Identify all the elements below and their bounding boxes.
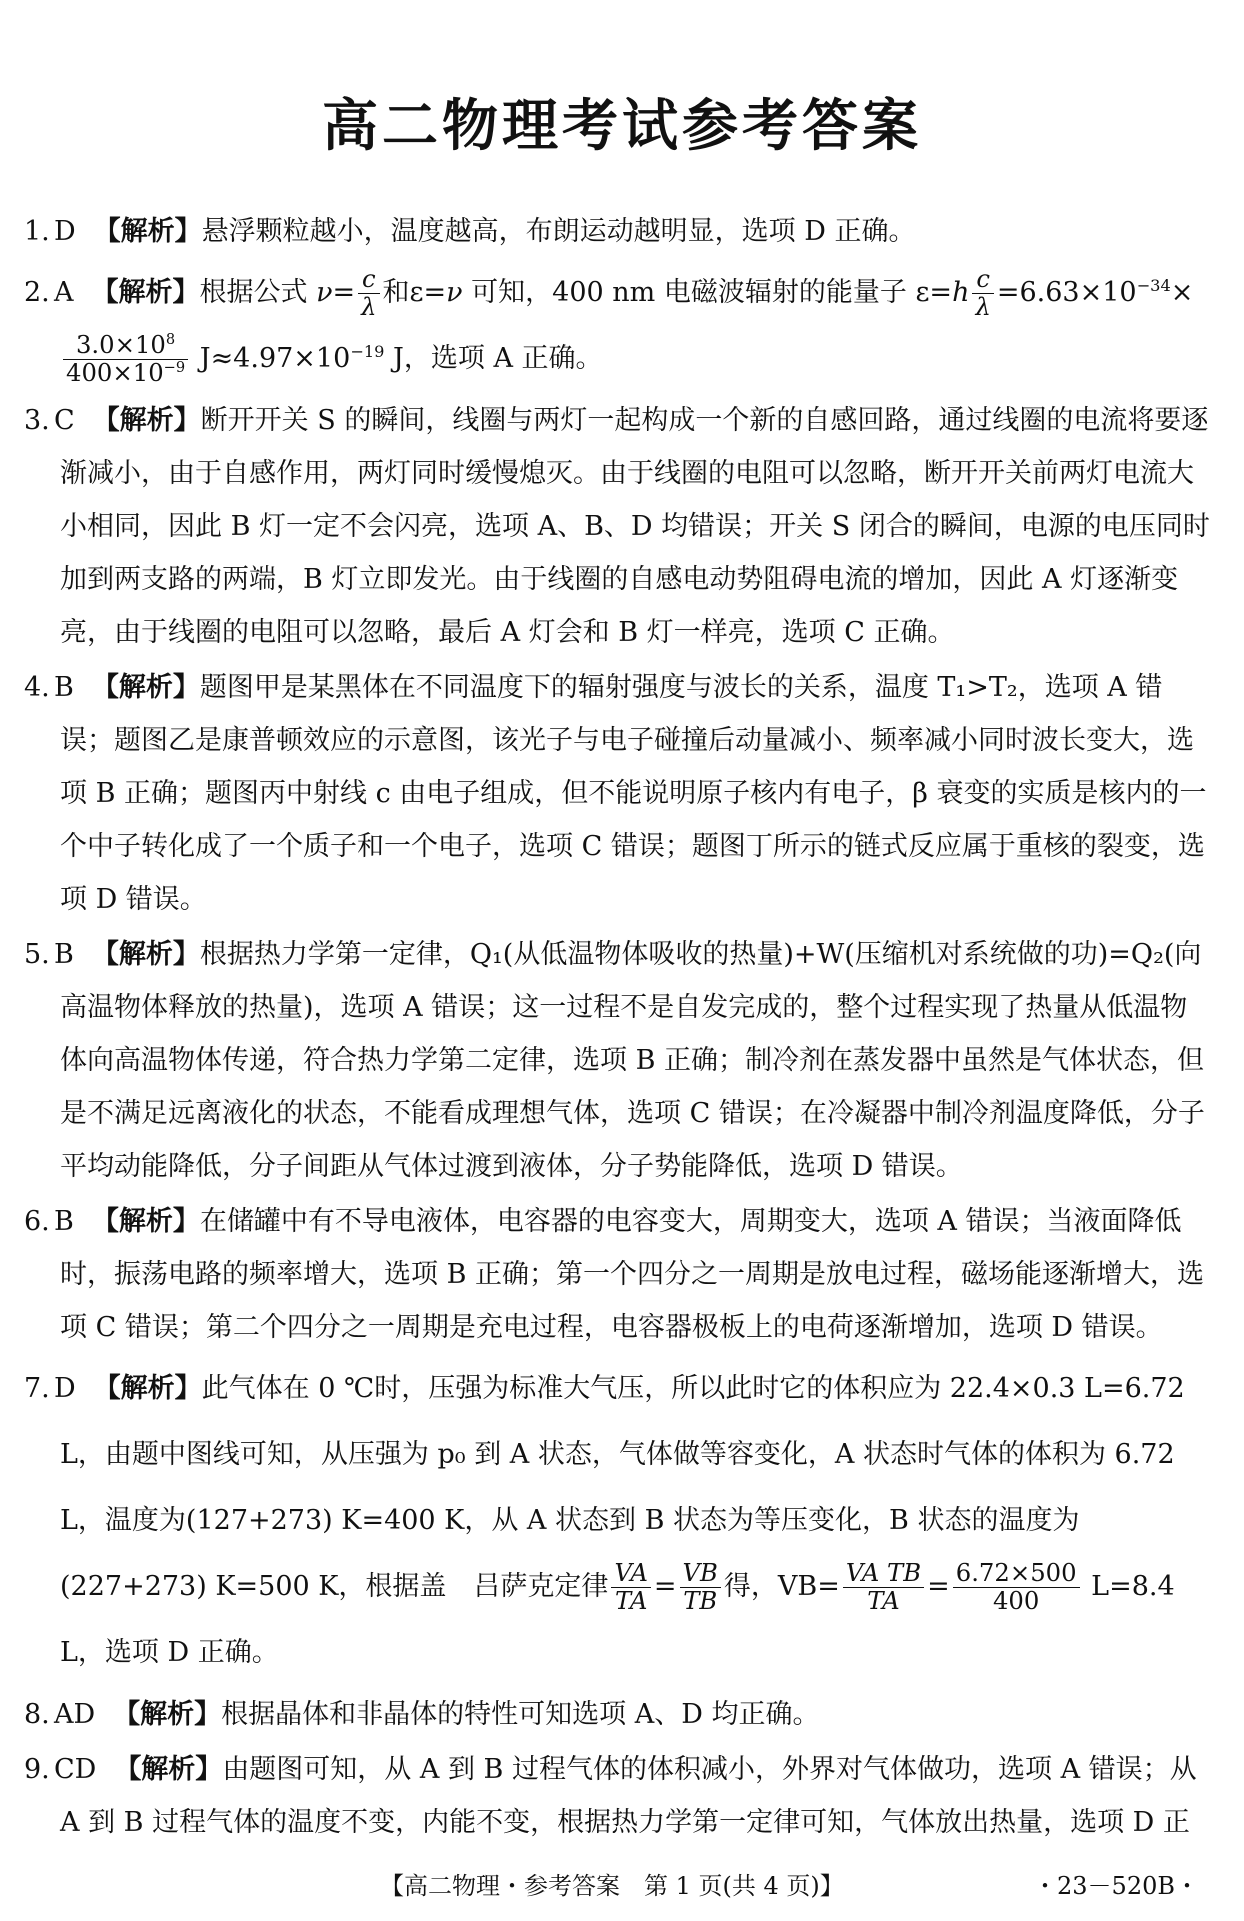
item-answer: A	[54, 277, 74, 308]
item-number: 1.	[24, 216, 50, 247]
answer-item-3	[24, 394, 1214, 659]
fraction-c-over-lambda: $\frac{c}{\lambda}$	[972, 266, 993, 320]
item-text: 得，VB=	[723, 1571, 840, 1602]
answer-item-2	[24, 260, 1214, 392]
answer-item-6	[24, 1195, 1214, 1354]
item-text: 悬浮颗粒越小，温度越高，布朗运动越明显，选项 D 正确。	[201, 216, 916, 247]
item-text: 断开开关 S 的瞬间，线圈与两灯一起构成一个新的自感回路，通过线圈的电流将要逐渐减小，由于自感作用，两灯同时缓慢熄灭。由于线圈的电阻可以忽略，断开开关前两灯电流大小相同，因此 B 灯一定不会闪亮，选项 A、B、D 均错误；开关 S 闭合的瞬间，电源的电压同时加到两支路的两端，B 灯立即发光。由于线圈的自感电动势阻碍电流的增加，因此 A 灯逐渐变亮，由于线圈的电阻可以忽略，最后 A 灯会和 B 灯一样亮，选项 C 正确。	[60, 405, 1210, 648]
item-text: 和ε=	[382, 277, 447, 308]
item-number: 6.	[24, 1206, 50, 1237]
answer-item-4	[24, 661, 1214, 926]
item-answer: B	[54, 672, 74, 703]
item-number: 3.	[24, 405, 50, 436]
item-answer: B	[54, 939, 74, 970]
fraction-value: $\frac{3.0\times 10^8}{400\times 10^{-9}}$	[63, 332, 188, 386]
answer-item-8	[24, 1688, 1214, 1741]
item-text: 根据热力学第一定律，Q₁(从低温物体吸收的热量)+W(压缩机对系统做的功)=Q₂(向高温物体释放的热量)，选项 A 错误；这一过程不是自发完成的，整个过程实现了热量从低温物体向高温物体传递，符合热力学第二定律，选项 B 正确；制冷剂在蒸发器中虽然是气体状态，但是不满足远离液化的状态，不能看成理想气体，选项 C 错误；在冷凝器中制冷剂温度降低，分子平均动能降低，分子间距从气体过渡到液体，分子势能降低，选项 D 错误。	[60, 939, 1205, 1182]
item-text: 可知，400 nm 电磁波辐射的能量子 ε=	[462, 277, 953, 308]
item-text: 根据晶体和非晶体的特性可知选项 A、D 均正确。	[221, 1699, 820, 1730]
item-number: 4.	[24, 672, 50, 703]
math-symbol: ν	[316, 277, 333, 308]
analysis-tag: 【解析】	[93, 216, 202, 247]
item-number: 5.	[24, 939, 50, 970]
answer-item-1	[24, 205, 1214, 258]
page-footer	[0, 1866, 1244, 1906]
item-text: 由题图可知，从 A 到 B 过程气体的体积减小，外界对气体做功，选项 A 错误；从 A 到 B 过程气体的温度不变，内能不变，根据热力学第一定律可知，气体放出热量，选项 D 正	[60, 1754, 1197, 1838]
math-symbol: h	[952, 277, 970, 308]
analysis-tag: 【解析】	[91, 672, 200, 703]
item-answer: D	[54, 216, 76, 247]
item-text: J，选项 A 正确。	[384, 343, 603, 374]
fraction-va-over-ta: $\frac{VA}{TA}$	[611, 1560, 650, 1614]
item-answer: C	[54, 405, 75, 436]
exponent: −19	[350, 342, 385, 361]
item-answer: CD	[54, 1754, 97, 1785]
footer-code: ・23－520B・	[1033, 1872, 1199, 1900]
item-text: 在储罐中有不导电液体，电容器的电容变大，周期变大，选项 A 错误；当液面降低时，振荡电路的频率增大，选项 B 正确；第一个四分之一周期是放电过程，磁场能逐渐增大，选项 C 错误；第二个四分之一周期是充电过程，电容器极板上的电荷逐渐增加，选项 D 错误。	[60, 1206, 1205, 1343]
item-text: L=8.4 L，选项 D 正确。	[60, 1571, 1175, 1668]
math-symbol: ν	[446, 277, 463, 308]
item-answer: D	[54, 1373, 76, 1404]
item-text: 根据公式	[199, 277, 317, 308]
answer-list	[24, 205, 1214, 1849]
fraction-result: $\frac{6.72\times 500}{400}$	[953, 1560, 1080, 1614]
item-number: 2.	[24, 277, 50, 308]
analysis-tag: 【解析】	[91, 1206, 200, 1237]
item-text: =6.63×10	[996, 277, 1137, 308]
fraction-c-over-lambda: $\frac{c}{\lambda}$	[358, 266, 379, 320]
page-title: 高二物理考试参考答案	[322, 94, 922, 159]
item-answer: B	[54, 1206, 74, 1237]
analysis-tag: 【解析】	[113, 1699, 222, 1730]
analysis-tag: 【解析】	[114, 1754, 223, 1785]
fraction-vb-over-tb: $\frac{VB}{TB}$	[680, 1560, 721, 1614]
math-operator: =	[927, 1571, 950, 1602]
item-number: 7.	[24, 1373, 50, 1404]
item-number: 8.	[24, 1699, 50, 1730]
exponent: −34	[1136, 276, 1171, 295]
analysis-tag: 【解析】	[91, 277, 200, 308]
item-text: 此气体在 0 ℃时，压强为标准大气压，所以此时它的体积应为 22.4×0.3 L=6.72 L，由题中图线可知，从压强为 p₀ 到 A 状态，气体做等容变化，A 状态时气体的体积为 6.72 L，温度为(127+273) K=400 K，从 A 状态到 B 状态为等压变化，B 状态的温度为(227+273) K=500 K，根据盖 吕萨克定律	[60, 1373, 1185, 1602]
footer-page-info: 【高二物理・参考答案 第 1 页(共 4 页)】	[380, 1872, 844, 1900]
analysis-tag: 【解析】	[91, 939, 200, 970]
answer-item-5	[24, 928, 1214, 1193]
item-text: J≈4.97×10	[191, 343, 351, 374]
fraction-vatb-over-ta: $\frac{\text{VA TB}}{TA}$	[843, 1560, 924, 1614]
math-operator: ×	[1170, 277, 1194, 308]
item-answer: AD	[54, 1699, 96, 1730]
analysis-tag: 【解析】	[93, 1373, 202, 1404]
math-operator: =	[332, 277, 356, 308]
item-text: 题图甲是某黑体在不同温度下的辐射强度与波长的关系，温度 T₁>T₂，选项 A 错误；题图乙是康普顿效应的示意图，该光子与电子碰撞后动量减小、频率减小同时波长变大，选项 B 正确；题图丙中射线 c 由电子组成，但不能说明原子核内有电子，β 衰变的实质是核内的一个中子转化成了一个质子和一个电子，选项 C 错误；题图丁所示的链式反应属于重核的裂变，选项 D 错误。	[60, 672, 1207, 915]
item-number: 9.	[24, 1754, 50, 1785]
math-operator: =	[653, 1571, 677, 1602]
answer-item-7	[24, 1356, 1214, 1686]
analysis-tag: 【解析】	[92, 405, 201, 436]
answer-item-9	[24, 1743, 1214, 1849]
